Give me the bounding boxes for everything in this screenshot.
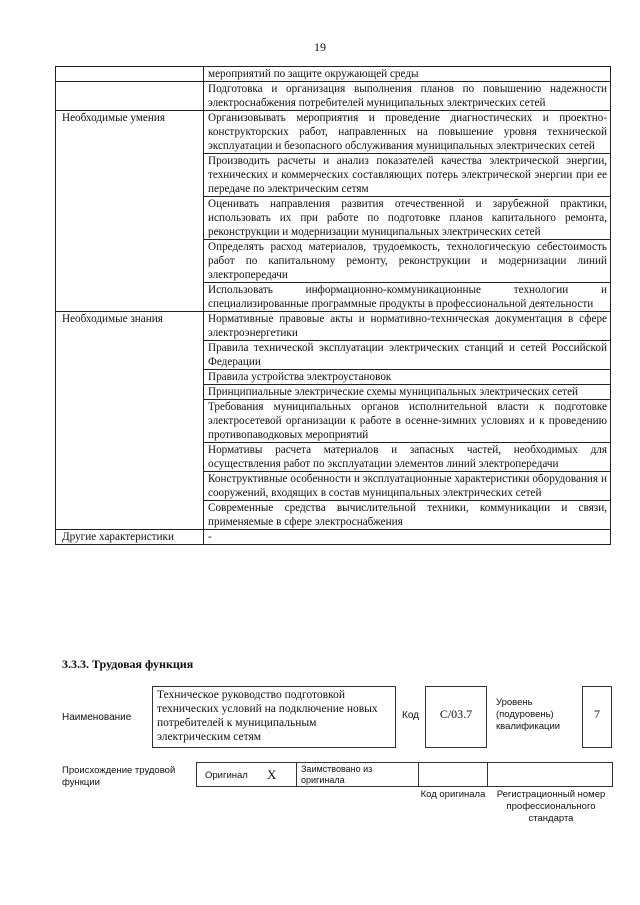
table-row <box>56 312 611 341</box>
reg-number-caption: Регистрационный номер профессионального стандарта <box>496 789 606 824</box>
empty-label-cell <box>56 82 204 111</box>
section-title: 3.3.3. Трудовая функция <box>62 657 194 671</box>
table-row <box>56 67 611 82</box>
skill-item: Производить расчеты и анализ показателей качества электрической энергии, технических и коммерческих составляющих потерь электрической энергии при ее передаче по электрическим сетям <box>204 154 611 197</box>
requirements-table <box>55 66 611 545</box>
knowledge-item: Нормативные правовые акты и нормативно-техническая документация в сфере электроэнергетики <box>204 312 611 341</box>
table-row <box>56 111 611 154</box>
code-original-caption: Код оригинала <box>420 789 486 800</box>
knowledge-item: Конструктивные особенности и эксплуатационные характеристики оборудования и сооружений, входящих в состав муниципальных электрических сетей <box>204 472 611 501</box>
skill-item: Оценивать направления развития отечественной и зарубежной практики, использовать их при работе по подготовке планов капитального ремонта, реконструкции и модернизации муниципальных электрических сетей <box>204 197 611 240</box>
level-value-box: 7 <box>582 686 612 748</box>
original-mark: X <box>267 767 277 782</box>
page-number: 19 <box>314 40 326 54</box>
name-label: Наименование <box>62 712 132 723</box>
knowledge-item: Правила технической эксплуатации электрических станций и сетей Российской Федерации <box>204 341 611 370</box>
code-original-cell <box>418 762 488 787</box>
level-label: Уровень (подуровень) квалификации <box>496 697 561 732</box>
knowledge-item: Правила устройства электроустановок <box>204 370 611 385</box>
code-value-box: С/03.7 <box>425 686 487 748</box>
table-row <box>56 82 611 111</box>
reg-number-cell <box>487 762 613 787</box>
skills-label: Необходимые умения <box>56 111 204 312</box>
empty-label-cell <box>56 67 204 82</box>
original-cell <box>196 762 297 787</box>
borrowed-cell <box>296 762 419 787</box>
table-cell: Подготовка и организация выполнения планов по повышению надежности электроснабжения потребителей муниципальных электрических сетей <box>204 82 611 111</box>
borrowed-label: Заимствовано из оригинала <box>301 764 373 785</box>
table-row <box>56 530 611 545</box>
other-value: - <box>204 530 611 545</box>
code-label: Код <box>402 710 420 721</box>
original-label: Оригинал <box>205 770 248 781</box>
knowledge-item: Требования муниципальных органов исполнительной власти к подготовке электросетевой организации к работе в осенне-зимних условиях и к проведению противопаводковых мероприятий <box>204 400 611 443</box>
skill-item: Организовывать мероприятия и проведение диагностических и проектно-конструкторских работ, направленных на повышение уровня технической эксплуатации и безопасного обслуживания муниципальных электрических сетей <box>204 111 611 154</box>
other-label: Другие характеристики <box>56 530 204 545</box>
function-name-box: Техническое руководство подготовкой технических условий на подключение новых потребителей к муниципальным электрическим сетям <box>152 686 396 748</box>
knowledge-item: Нормативы расчета материалов и запасных частей, необходимых для осуществления работ по эксплуатации элементов линий электропередачи <box>204 443 611 472</box>
knowledge-item: Современные средства вычислительной техники, коммуникации и связи, применяемые в сфере электроснабжения <box>204 501 611 530</box>
skill-item: Использовать информационно-коммуникационные технологии и специализированные программные продукты в профессиональной деятельности <box>204 283 611 312</box>
table-cell: мероприятий по защите окружающей среды <box>204 67 611 82</box>
knowledge-label: Необходимые знания <box>56 312 204 530</box>
origin-label: Происхождение трудовой функции <box>62 765 176 788</box>
knowledge-item: Принципиальные электрические схемы муниципальных электрических сетей <box>204 385 611 400</box>
skill-item: Определять расход материалов, трудоемкость, технологическую себестоимость работ по капитальному ремонту, реконструкции и модернизации линий электропередачи <box>204 240 611 283</box>
